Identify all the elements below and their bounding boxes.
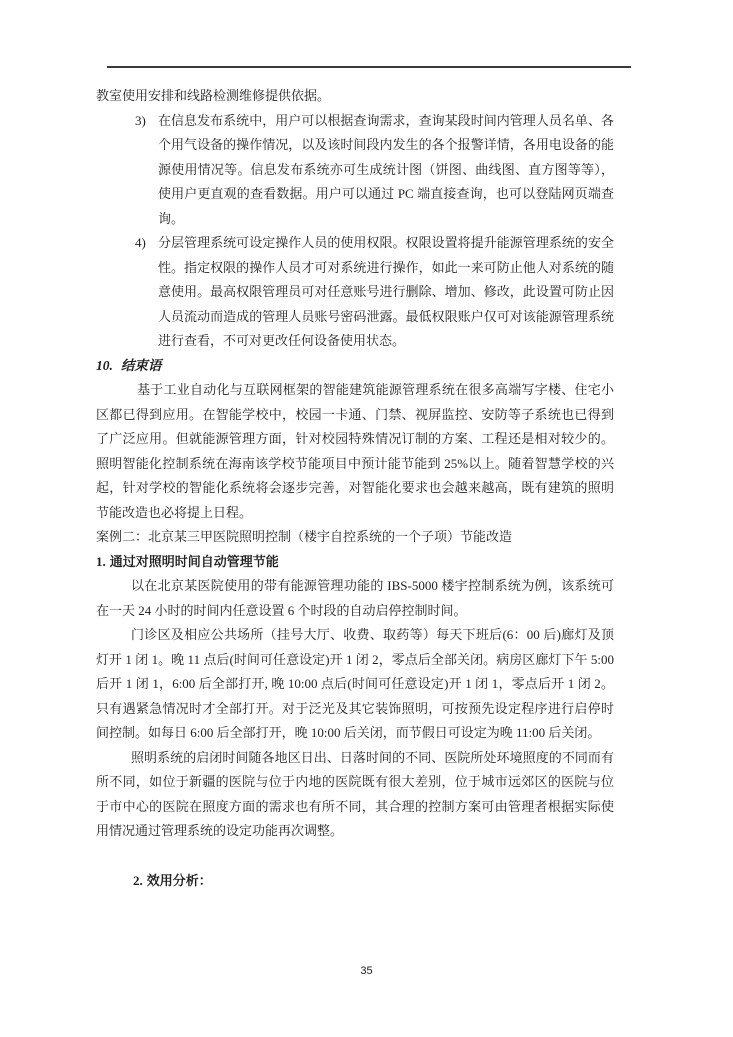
conclusion-heading-title: 结束语 <box>120 357 162 373</box>
section-heading-title: 效用分析： <box>146 872 212 888</box>
conclusion-heading <box>96 354 614 379</box>
conclusion-paragraph: 基于工业自动化与互联网框架的智能建筑能源管理系统在很多高端写字楼、住宅小区都已得到应用。在智能学校中，校园一卡通、门禁、视屏监控、安防等子系统也已得到了广泛应用。但就能源管理方面，针对校园特殊情况订制的方案、工程还是相对较少的。照明智能化控制系统在海南该学校节能项目中预计能节能到 25%以上。随着智慧学校的兴起，针对学校的智能化系统将会逐步完善，对智能化要求也会越来越高，既有建筑的照明节能改造也必将提上日程。 <box>96 382 614 520</box>
list-item-continuation: 教室使用安排和线路检测维修提供依据。 <box>96 88 331 103</box>
list-item-text: 在信息发布系统中，用户可以根据查询需求，查询某段时间内管理人员名单、各个用气设备的操作情况，以及该时间段内发生的各个报警详情，各用电设备的能源使用情况等。信息发布系统亦可生成统计图（饼图、曲线图、直方图等等），使用户更直观的查看数据。用户可以通过 PC 端直接查询，也可以登陆网页端查询。 <box>158 112 614 226</box>
page-footer <box>0 965 733 977</box>
section-heading-2 <box>133 869 614 894</box>
conclusion-heading-number: 10. <box>96 357 113 373</box>
list-item-number: 4) <box>135 235 146 250</box>
header-rule <box>107 66 631 68</box>
numbered-list-item-3 <box>96 109 614 232</box>
list-item-number: 3) <box>135 112 146 128</box>
section-heading-number: 2. <box>133 872 143 888</box>
section-paragraph: 门诊区及相应公共场所（挂号大厅、收费、取药等）每天下班后(6：00 后)廊灯及顶灯开 1 闭 1。晚 11 点后(时间可任意设定)开 1 闭 2，零点后全部关闭。病房区廊灯下午 5:00 后开 1 闭 1，6:00 后全部打开, 晚 10:00 点后(时间可任意设定)开 1 闭 1，零点后开 1 闭 2。只有遇紧急情况时才全部打开。对于泛光及其它装饰照明，可按预先设定程序进行启停时间控制。如每日 6:00 后全部打开，晚 10:00 后关闭，而节假日可设定为晚 11:00 后关闭。 <box>96 627 614 740</box>
page-content <box>96 84 614 893</box>
case-study-title: 案例二：北京某三甲医院照明控制（楼宇自控系统的一个子项）节能改造 <box>96 529 513 544</box>
list-item-text: 分层管理系统可设定操作人员的使用权限。权限设置将提升能源管理系统的安全性。指定权限的操作人员才可对系统进行操作，如此一来可防止他人对系统的随意使用。最高权限管理员可对任意账号进行删除、增加、修改，此设置可防止因人员流动而造成的管理人员账号密码泄露。最低权限账户仅可对该能源管理系统进行查看，不可对更改任何设备使用状态。 <box>158 235 614 348</box>
section-paragraph: 以在北京某医院使用的带有能源管理功能的 IBS-5000 楼宇控制系统为例，该系统可在一天 24 小时的时间内任意设置 6 个时段的自动启停控制时间。 <box>96 578 614 618</box>
section-heading-number: 1. <box>96 553 106 569</box>
numbered-list-item-4 <box>96 231 614 354</box>
section-heading-title: 通过对照明时间自动管理节能 <box>109 553 279 569</box>
section-paragraph: 照明系统的启闭时间随各地区日出、日落时间的不同、医院所处环境照度的不同而有所不同，如位于新疆的医院与位于内地的医院既有很大差别，位于城市远郊区的医院与位于市中心的医院在照度方面的需求也有所不同，其合理的控制方案可由管理者根据实际使用情况通过管理系统的设定功能再次调整。 <box>96 749 614 838</box>
page-number: 35 <box>360 965 373 977</box>
section-heading-1 <box>96 550 614 575</box>
